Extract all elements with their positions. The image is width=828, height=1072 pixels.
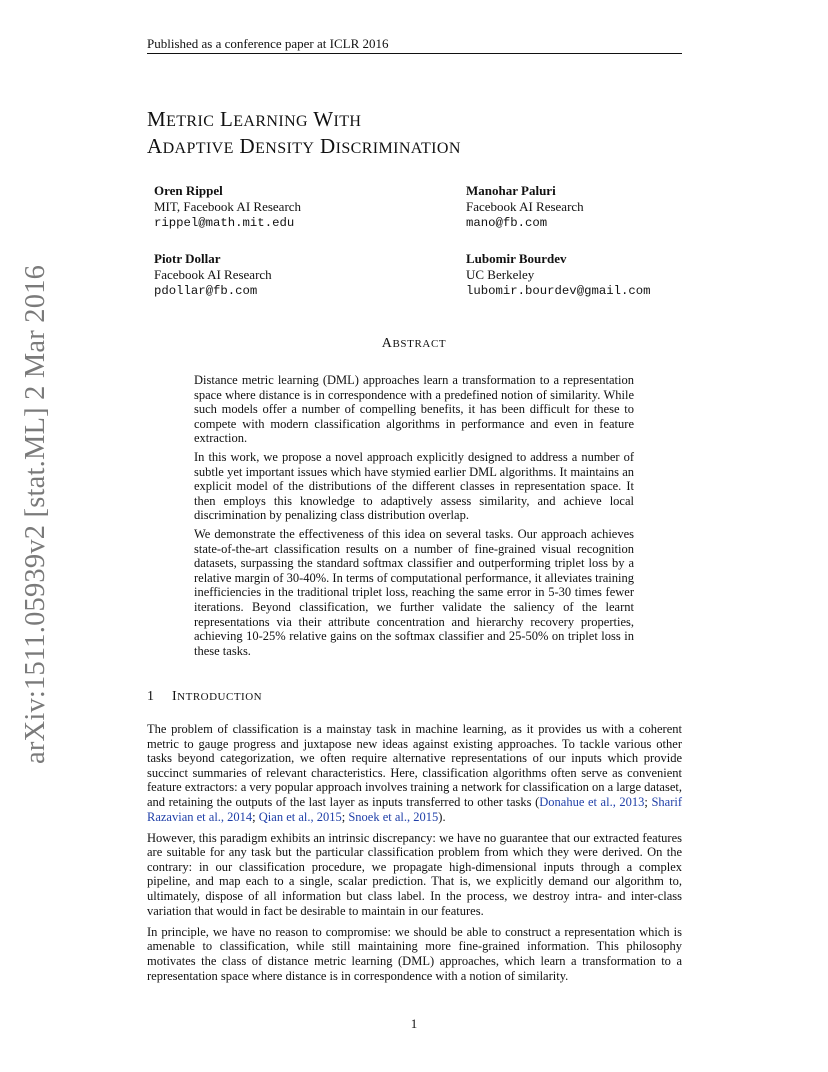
author-affiliation: UC Berkeley [466,267,535,282]
abstract-heading: ABSTRACT [381,336,447,351]
abstract-paragraph: In this work, we propose a novel approach explicitly designed to address a number of subtle yet important issues which have stymied earlier DML algorithms. It maintains an explicit model of the distributions of the different classes in representation space. It then employs this knowledge to adaptively assess similarity, and achieve local discrimination by penalizing class distribution overlap. [194,449,634,523]
author-name: Oren Rippel [154,183,223,198]
author-block [154,251,454,299]
paragraph-text: The problem of classification is a mainstay task in machine learning, as it provides us with a coherent metric to gauge progress and juxtapose new ideas against existing approaches. To tackle various other tasks beyond categorization, we often require alternative representations of our inputs which provide succinct summaries of relevant characteristics. Here, classification algorithms often serve as convenient feature extractors: a very popular approach involves training a network for classification on a large dataset, and retaining the outputs of the last layer as inputs transferred to other tasks [147,722,682,809]
paper-title-line-1: METRIC LEARNING WITH [147,107,362,131]
citation-separator: ; [252,809,259,824]
abstract-body [194,373,634,662]
citation-link[interactable]: Qian et al., 2015 [258,809,342,824]
citation-separator: ; [644,794,652,809]
page-number: 1 [410,1016,418,1031]
body-paragraph: In principle, we have no reason to compromise: we should be able to construct a representation which is amenable to classification, while still maintaining more fine-grained information. This philosophy motivates the class of distance metric learning (DML) approaches, which learn a transformation to a representation space where distance is in correspondence with a notion of similarity. [147,924,682,983]
author-affiliation: Facebook AI Research [154,267,272,282]
author-affiliation: Facebook AI Research [466,199,584,214]
citation-close-paren: ). [438,809,446,824]
author-name: Manohar Paluri [466,183,556,198]
citation-link[interactable]: Donahue et al., 2013 [539,794,645,809]
header-rule [147,53,682,54]
abstract-paragraph: We demonstrate the effectiveness of this idea on several tasks. Our approach achieves state-of-the-art classification results on a number of fine-grained visual recognition datasets, surpassing the standard softmax classifier and outperforming triplet loss by a relative margin of 30-40%. In terms of computational performance, it alleviates training inefficiencies in the traditional triplet loss, reaching the same error in 5-30 times fewer iterations. Beyond classification, we further validate the saliency of the learnt representations via their attribute concentration and hierarchy recovery properties, achieving 10-25% relative gains on the softmax classifier and 25-50% on triplet loss in these tasks. [194,526,634,658]
section-number: 1 [147,689,155,704]
abstract-paragraph: Distance metric learning (DML) approaches learn a transformation to a representation space where distance is in correspondence with a predefined notion of similarity. While such models offer a number of compelling benefits, it has been difficult for these to compete with modern classification algorithms in performance and even in feature extraction. [194,373,634,446]
section-heading-introduction [147,688,262,706]
arxiv-side-stamp: arXiv:1511.05939v2 [stat.ML] 2 Mar 2016 [20,264,51,764]
author-block [466,183,766,231]
citation-open-paren: ( [535,794,540,809]
body-paragraph: However, this paradigm exhibits an intrinsic discrepancy: we have no guarantee that our extracted features are suitable for any task but the particular classification problem from which they were derived. On the contrary: in our classification procedure, we propagate high-dimensional inputs through a complex pipeline, and map each to a single, scalar prediction. That is, we explicitly demand our algorithm to, ultimately, dispose of all information but class label. In the process, we destroy intra- and inter-class variation that would in fact be desirable to maintain in our features. [147,830,682,918]
author-name: Lubomir Bourdev [466,251,567,266]
citation-separator: ; [341,809,349,824]
citation-link[interactable]: Sharif Razavian et al., 2014 [147,794,683,824]
running-head: Published as a conference paper at ICLR 2016 [147,36,389,51]
author-email[interactable]: rippel@math.mit.edu [154,216,295,230]
author-email[interactable]: lubomir.bourdev@gmail.com [466,284,651,298]
author-block [466,251,766,299]
author-name: Piotr Dollar [154,251,221,266]
introduction-body [147,722,682,990]
section-title: INTRODUCTION [172,689,263,704]
author-block [154,183,454,231]
author-email[interactable]: mano@fb.com [466,216,548,230]
citation-link[interactable]: Snoek et al., 2015 [348,809,439,824]
author-affiliation: MIT, Facebook AI Research [154,199,302,214]
author-email[interactable]: pdollar@fb.com [154,284,258,298]
paper-title-line-2: ADAPTIVE DENSITY DISCRIMINATION [147,134,461,158]
body-paragraph [147,722,682,824]
